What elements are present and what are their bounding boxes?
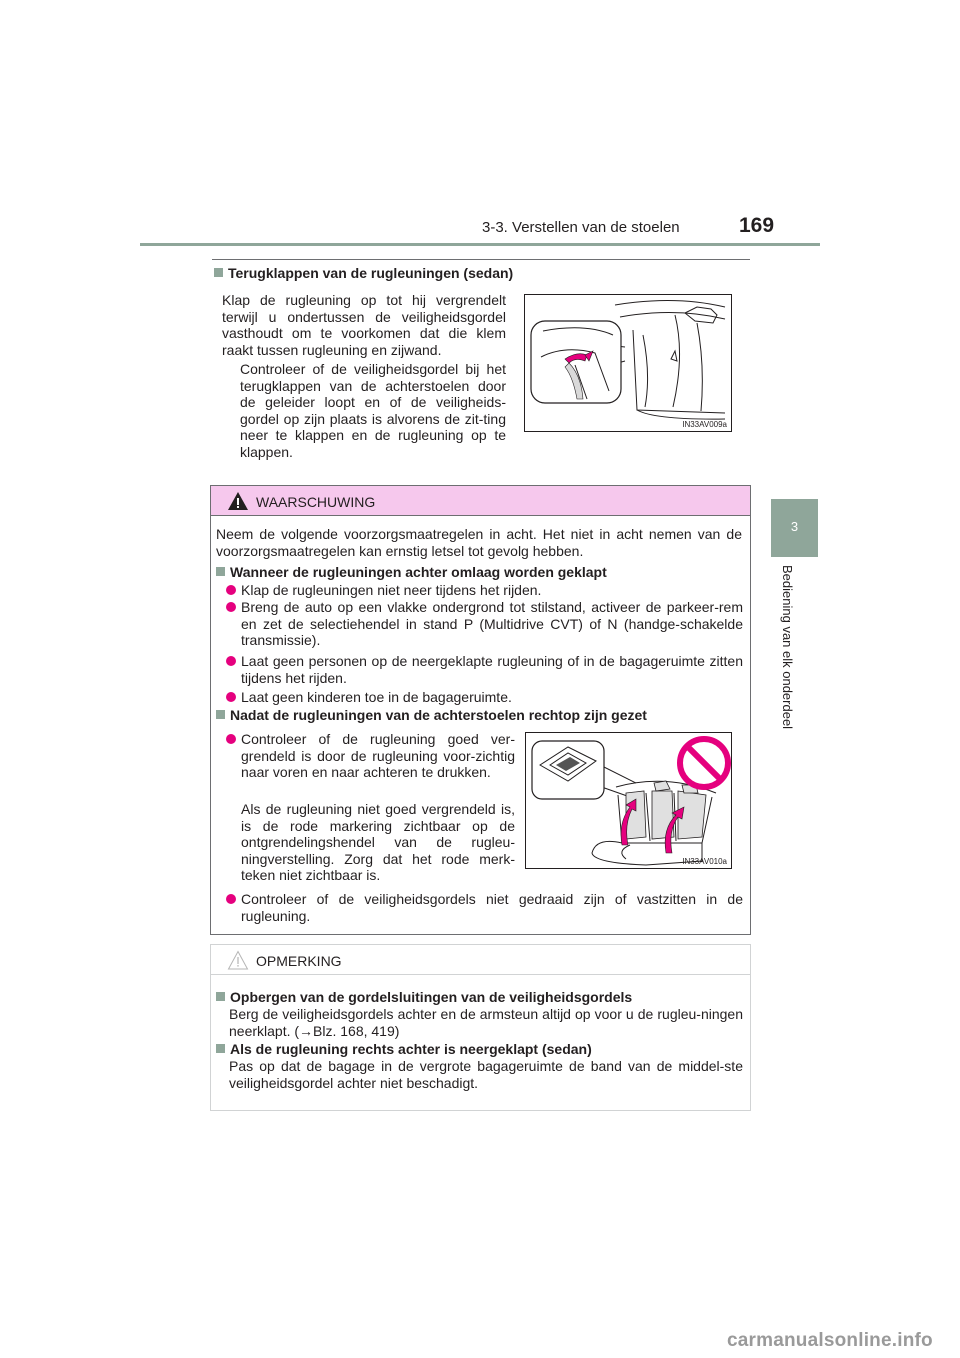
section-note: Controleer of de veiligheidsgordel bij het terugklappen van de achterstoelen door de geleider loopt en of de veiligheids-gordel op zijn plaats is alvorens de zit-ting neer te klappen en de rugleuning op te klappen. — [240, 361, 506, 460]
caution-outline-icon — [227, 950, 249, 970]
warning-sub1-item: Breng de auto op een vlakke ondergrond tot stilstand, activeer de parkeer-rem en zet de selectiehendel in stand P (Multidrive CVT) of N (handge-schakelde transmissie). — [226, 599, 743, 649]
warning-sub2-item-continued: Als de rugleuning niet goed vergrendeld is, is de rode markering zichtbaar op de ontgrendelingshendel van de rugleu-ningverstelling. Zorg dat het rode merk-teken niet zichtbaar is. — [241, 801, 515, 883]
note-label: OPMERKING — [256, 953, 342, 969]
figure-seatback-lock — [525, 732, 732, 869]
circle-bullet-icon — [226, 656, 236, 666]
circle-bullet-icon — [226, 602, 236, 612]
note-header — [211, 945, 750, 975]
chapter-tab — [771, 499, 818, 557]
circle-bullet-icon — [226, 734, 236, 744]
note-sub1-title: Opbergen van de gordelsluitingen van de veiligheidsgordels — [216, 989, 742, 1006]
warning-header — [211, 486, 750, 516]
warning-sub1-item: Laat geen kinderen toe in de bagageruimte. — [226, 689, 743, 706]
circle-bullet-icon — [226, 692, 236, 702]
seat-illustration-2 — [526, 733, 731, 868]
note-sub2-body: Pas op dat de bagage in de vergrote bagageruimte de band van de middel-ste veiligheidsgordel achter niet beschadigt. — [229, 1058, 743, 1091]
note-sub1-body: Berg de veiligheidsgordels achter en de armsteun altijd op voor u de rugleu-ningen neerklapt. (→Blz. 168, 419) — [229, 1006, 743, 1039]
square-bullet-icon — [216, 992, 225, 1001]
figure-seat-belt-guide — [524, 294, 732, 432]
square-bullet-icon — [216, 710, 225, 719]
warning-sub1-item: Laat geen personen op de neergeklapte rugleuning of in de bagageruimte zitten tijdens het rijden. — [226, 653, 743, 686]
warning-sub2-item: Controleer of de rugleuning goed ver-grendeld is door de rugleuning voor-zichtig naar voren en naar achteren te drukken. — [226, 731, 515, 781]
figure-code: IN33AV010a — [682, 857, 727, 866]
warning-intro: Neem de volgende voorzorgsmaatregelen in acht. Het niet in acht nemen van de voorzorgsmaatregelen kan ernstig letsel tot gevolg hebben. — [216, 526, 742, 559]
figure-code: IN33AV009a — [682, 420, 727, 429]
watermark: carmanualsonline.info — [727, 1330, 933, 1351]
warning-triangle-icon — [227, 491, 249, 511]
square-bullet-icon — [214, 268, 223, 277]
chapter-number: 3 — [790, 519, 799, 534]
section-rule — [212, 259, 750, 260]
seat-illustration-1 — [525, 295, 731, 431]
circle-bullet-icon — [226, 894, 236, 904]
square-bullet-icon — [216, 1044, 225, 1053]
section-intro: Klap de rugleuning op tot hij vergrendelt terwijl u ondertussen de veiligheidsgordel vasthoudt om te voorkomen dat die klem raakt tussen rugleuning en zijwand. — [222, 292, 506, 358]
warning-sub2-title: Nadat de rugleuningen van de achterstoelen rechtop zijn gezet — [216, 707, 742, 724]
note-sub2-title: Als de rugleuning rechts achter is neergeklapt (sedan) — [216, 1041, 742, 1058]
section-title: Terugklappen van de rugleuningen (sedan) — [214, 265, 513, 281]
circle-bullet-icon — [226, 585, 236, 595]
warning-sub1-title: Wanneer de rugleuningen achter omlaag worden geklapt — [216, 564, 742, 581]
warning-label: WAARSCHUWING — [256, 494, 376, 510]
square-bullet-icon — [216, 567, 225, 576]
warning-sub1-item: Klap de rugleuningen niet neer tijdens het rijden. — [226, 582, 743, 599]
warning-sub2-item: Controleer of de veiligheidsgordels niet gedraaid zijn of vastzitten in de rugleuning. — [226, 891, 743, 924]
chapter-title: Bediening van elk onderdeel — [780, 565, 795, 730]
page-number: 169 — [739, 214, 775, 237]
header-rule — [140, 243, 820, 246]
header-section-title: 3-3. Verstellen van de stoelen — [482, 219, 680, 236]
